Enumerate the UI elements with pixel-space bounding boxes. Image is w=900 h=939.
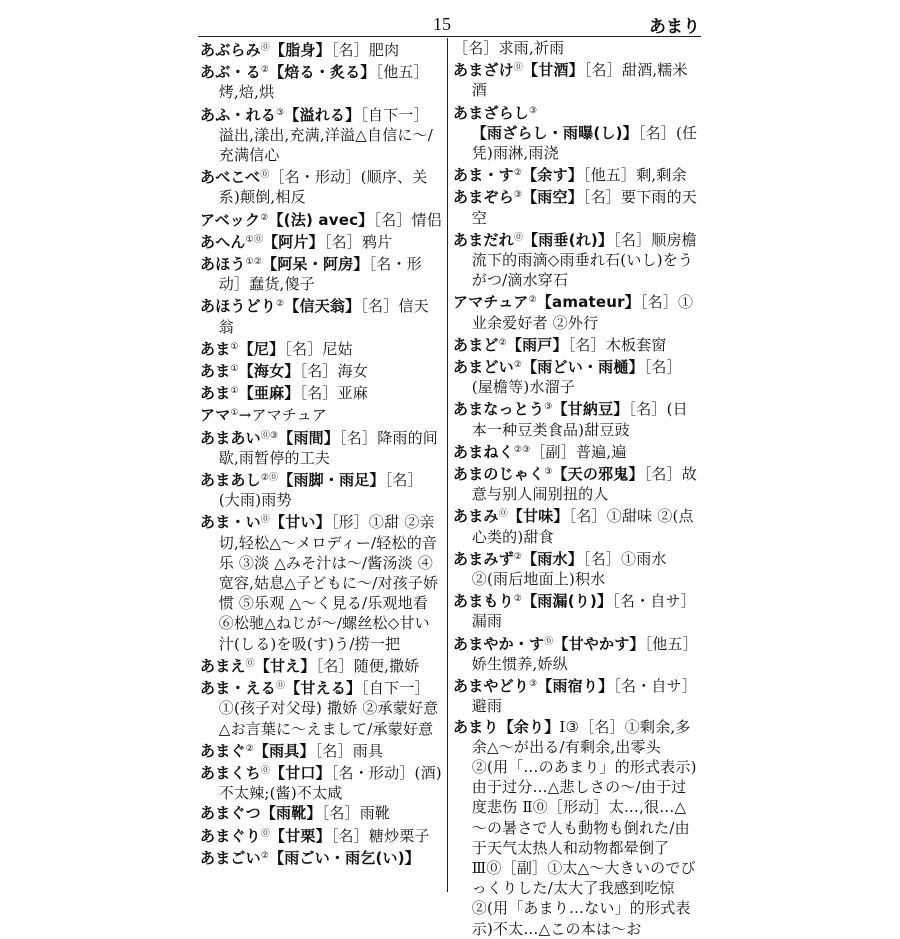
accent-mark: ③: [529, 679, 538, 690]
dictionary-entry: [453, 333, 700, 355]
dictionary-entry: [200, 208, 442, 230]
accent-mark: ①②: [245, 257, 263, 268]
definition: ［副］普遍,遍: [530, 442, 627, 461]
kanji-form: 【尼】: [238, 339, 285, 358]
headword: あほうどり: [200, 297, 277, 316]
headword: あま: [200, 339, 231, 358]
accent-mark: ①: [230, 341, 239, 352]
kanji-form: 【雨間】: [278, 428, 340, 447]
dictionary-entry: [200, 60, 442, 102]
dictionary-entry: [453, 440, 700, 462]
kanji-form: 【雨どい・雨樋】: [522, 358, 644, 377]
headword: あぶ・る: [200, 63, 261, 82]
accent-mark: ③: [544, 467, 553, 478]
dictionary-entry: [200, 824, 442, 846]
accent-mark: ③: [544, 402, 553, 413]
right-column: [453, 38, 700, 938]
kanji-form: 【雨具】: [253, 741, 315, 760]
accent-mark: ⓪: [260, 765, 271, 776]
dictionary-entry: [200, 676, 442, 739]
definition: ［名］鸦片: [323, 232, 393, 251]
kanji-form: 【溢れる】: [284, 105, 361, 124]
accent-mark: ②③: [513, 444, 531, 455]
headword: あふ・れる: [200, 105, 277, 124]
accent-mark: ⓪: [260, 43, 271, 53]
headword: あまだれ: [453, 230, 514, 249]
dictionary-entry: [453, 290, 700, 332]
accent-mark: ⓪: [544, 636, 554, 647]
dictionary-entry: [453, 163, 700, 185]
accent-mark: ②: [513, 168, 523, 179]
definition: ［名］(任凭)雨淋,雨浇: [471, 123, 698, 163]
kanji-form: 【雨宿り】: [537, 677, 614, 696]
dictionary-entry: [200, 510, 442, 653]
kanji-form: 【雨垂(れ)】: [523, 230, 614, 249]
definition: ［名］尼姑: [284, 339, 353, 358]
accent-mark: ②: [260, 65, 270, 76]
headword: あまど: [453, 335, 499, 354]
headword: あまみ: [453, 507, 499, 526]
dictionary-entry: [200, 846, 442, 868]
definition: ［自下一］①(孩子对父母) 撒娇 ②承蒙好意△お言葉に～えまして/承蒙好意: [218, 679, 439, 738]
headword: あまざらし: [453, 103, 530, 122]
kanji-form: 【甘酒】: [523, 61, 584, 80]
accent-mark: ②: [276, 299, 285, 310]
accent-mark: ⓪: [260, 515, 271, 526]
definition: ［名］信天翁: [218, 297, 429, 336]
kanji-form: 【脂身】: [270, 41, 331, 59]
accent-mark: ①: [230, 386, 239, 397]
definition: ［名・形动］(顺序、关系)颠倒,相反: [218, 168, 428, 207]
definition: ［名］甜酒,糯米酒: [471, 61, 688, 100]
definition: ［名］①雨水 ②(雨后地面上)积水: [471, 549, 667, 589]
definition: ［名］雨靴: [321, 804, 391, 823]
headword: あまぐり: [200, 826, 261, 845]
kanji-form: 【甘い】: [270, 513, 331, 532]
headword: あまぞら: [453, 188, 514, 207]
definition: ［名］情侣: [373, 210, 442, 229]
dictionary-entry: [453, 101, 700, 164]
accent-mark: ⓪: [245, 658, 255, 669]
definition: ［名］顺房檐流下的雨滴◇雨垂れ石(いし)をうがつ/滴水穿石: [471, 230, 697, 290]
dictionary-entry: [200, 103, 442, 166]
page-number: 15: [433, 14, 451, 34]
headword: あまり: [453, 717, 499, 736]
header-rule: [198, 36, 701, 37]
accent-mark: ②: [513, 360, 523, 371]
kanji-form: 【amateur】: [536, 293, 640, 312]
kanji-form: 【余す】: [522, 166, 583, 185]
kanji-form: 【(法) avec】: [268, 210, 374, 229]
definition: ［他五］烤,焙,烘: [218, 63, 429, 102]
dictionary-entry: [200, 230, 442, 252]
kanji-form: 【雨ごい・雨乞(い)】: [269, 848, 421, 867]
headword: あまくち: [200, 763, 261, 782]
definition: ［名］木板套窗: [567, 335, 667, 354]
accent-mark: ②: [498, 337, 507, 348]
continuation-text: ［名］求雨,祈雨: [453, 39, 565, 57]
definition: ［名・形动］(酒)不太辣;(酱)不太咸: [218, 763, 442, 803]
headword: あまえ: [200, 656, 246, 675]
kanji-form: 【雨ざらし・雨曝(し)】: [471, 123, 638, 142]
headword: あべこべ: [200, 168, 261, 187]
headword: あまやか・す: [453, 634, 545, 653]
accent-mark: ①: [230, 408, 239, 419]
column-divider: [447, 38, 448, 892]
dictionary-entry: [200, 294, 442, 336]
accent-mark: ③: [529, 105, 538, 116]
headword: あほう: [200, 255, 246, 274]
definition: ［名］(屋檐等)水溜子: [471, 358, 682, 397]
kanji-form: 【天の邪鬼】: [552, 465, 644, 484]
headword: あま・える: [200, 679, 277, 698]
dictionary-entry: [453, 355, 700, 397]
headword: あまあし: [200, 471, 261, 490]
dictionary-entry: [200, 359, 442, 381]
definition: ［名］雨具: [314, 741, 384, 760]
definition: ［名］亚麻: [299, 384, 369, 403]
kanji-form: 【雨水】: [522, 549, 583, 568]
dictionary-entry: [200, 337, 442, 359]
dictionary-entry: [200, 426, 442, 468]
dictionary-entry: [200, 468, 442, 510]
headword: あまぐつ: [200, 804, 261, 823]
definition: ［名・自サ］避雨: [471, 677, 698, 716]
headword: あま: [200, 384, 231, 403]
headword: あま: [200, 362, 231, 381]
definition: ［名］随便,撒娇: [315, 656, 420, 675]
headword: あまあい: [200, 428, 261, 447]
accent-mark: ①: [230, 364, 239, 375]
kanji-form: 【甘やかす】: [553, 634, 645, 653]
kanji-form: 【雨空】: [522, 188, 583, 207]
headword: あま・い: [200, 513, 261, 532]
definition: ［名］要下雨的天空: [471, 188, 698, 227]
accent-mark: ②: [260, 850, 270, 861]
headword: あまざけ: [453, 61, 514, 80]
left-column: [200, 38, 442, 894]
kanji-form: 【雨戸】: [506, 335, 568, 354]
definition: ［名］降雨的间歇,雨暂停的工夫: [218, 428, 438, 467]
definition: ［名・形动］蠢货,傻子: [218, 255, 422, 294]
accent-mark: ②: [513, 594, 523, 605]
dictionary-entry: [453, 397, 700, 439]
accent-mark: ②: [513, 551, 523, 562]
headword: あぶらみ: [200, 41, 261, 59]
dictionary-entry: [453, 547, 700, 589]
kanji-form: 【海女】: [238, 362, 300, 381]
accent-mark: ⓪: [276, 681, 286, 692]
accent-mark: ⓪: [260, 170, 270, 181]
accent-mark: ①⓪: [245, 234, 264, 245]
accent-mark: ⓪: [498, 509, 508, 520]
definition: ［他五］剩,剩余: [582, 166, 687, 185]
kanji-form: 【甘口】: [270, 763, 331, 782]
definition: ［名］故意与别人闹别扭的人: [471, 465, 697, 504]
dictionary-entry: [453, 462, 700, 504]
kanji-form: 【亜麻】: [238, 384, 300, 403]
kanji-form: 【甘納豆】: [552, 400, 629, 419]
dictionary-entry: [200, 739, 442, 761]
dictionary-entry: [453, 228, 700, 291]
dictionary-entry: [200, 803, 442, 823]
headword: あまみず: [453, 549, 514, 568]
accent-mark: ③: [276, 107, 285, 118]
dictionary-entry: [200, 381, 442, 403]
accent-mark: ③: [513, 190, 523, 201]
kanji-form: 【阿片】: [263, 232, 324, 251]
kanji-form: 【信天翁】: [284, 297, 361, 316]
definition: ［形］①甜 ②亲切,轻松△～メロディー/轻松的音乐 ③淡 △みそ汁は～/酱汤淡 ④宽容,姑息△子どもに～/对孩子娇惯 ⑤乐观 △～く見る/乐观地看 ⑥松驰△ねじが～/螺丝松◇甘い汁(しる)を吸(す)う/捞一把: [218, 513, 439, 653]
accent-mark: ②: [245, 743, 254, 754]
headword: あまもり: [453, 592, 514, 611]
dictionary-entry: [200, 761, 442, 803]
dictionary-entry: [453, 58, 700, 100]
dictionary-entry: [453, 185, 700, 227]
dictionary-entry: [453, 504, 700, 546]
accent-mark: ⓪: [260, 828, 271, 839]
definition: ［名・自サ］漏雨: [471, 592, 696, 631]
accent-mark: ②: [260, 212, 269, 223]
headword: アマ: [200, 406, 231, 425]
headword: あまごい: [200, 848, 261, 867]
kanji-form: 【焙る・炙る】: [269, 63, 376, 82]
kanji-form: 【甘え】: [254, 656, 316, 675]
accent-mark: ⓪③: [260, 430, 279, 441]
definition: ［名］肥肉: [330, 41, 400, 59]
definition: ［名］糖炒栗子: [330, 826, 430, 845]
kanji-form: 【雨靴】: [260, 804, 322, 823]
definition: ［他五］娇生惯养,娇纵: [471, 634, 698, 673]
accent-mark: ②⓪: [260, 473, 279, 484]
headword: あへん: [200, 232, 246, 251]
kanji-form: 【雨漏(り)】: [522, 592, 613, 611]
headword: あまぐ: [200, 741, 246, 760]
definition: ［名］①业余爱好者 ②外行: [471, 293, 694, 332]
definition: ［名］①甜味 ②(点心类的)甜食: [471, 507, 694, 546]
dictionary-entry: [200, 38, 442, 60]
headword: あまねく: [453, 442, 514, 461]
dictionary-entry: [200, 654, 442, 676]
headword: アベック: [200, 210, 261, 229]
headword: あまどい: [453, 358, 514, 377]
dictionary-entry: [200, 252, 442, 294]
dictionary-entry: [453, 589, 700, 631]
definition: Ⅰ③［名］①剩余,多余△～が出る/有剩余,出零头 ②(用「…のあまり」的形式表示)由于过分…△悲しさの～/由于过度悲伤 Ⅱ⓪［形动］太…,很…△～の暑さで人も動物も倒れた/由于天气太热人和动物都晕倒了 Ⅲ⓪［副］①太△～大きいのでびっくりした/太大了我感到吃惊 ②(用「あまり…ない」的形式表示)不太…△この本は～お: [471, 717, 697, 938]
page-header: [200, 12, 700, 38]
kanji-form: 【余り】: [498, 717, 560, 736]
dictionary-entry: [200, 403, 442, 425]
headword: アマチュア: [453, 293, 529, 312]
kanji-form: 【甘味】: [507, 507, 569, 526]
dictionary-entry: [200, 165, 442, 207]
definition: ［名］海女: [299, 362, 369, 381]
kanji-form: 【甘栗】: [270, 826, 331, 845]
accent-mark: ②: [528, 295, 537, 306]
kanji-form: 【雨脚・雨足】: [278, 471, 385, 490]
definition: ［自下一］溢出,漾出,充满,洋溢△自信に～/充满信心: [218, 105, 434, 165]
definition: →アマチュア: [238, 406, 328, 425]
headword: あまのじゃく: [453, 465, 545, 484]
kanji-form: 【阿呆・阿房】: [262, 255, 369, 274]
dictionary-entry: [453, 717, 700, 939]
headword: あま・す: [453, 166, 514, 185]
dictionary-entry: [453, 674, 700, 716]
accent-mark: ⓪: [513, 232, 524, 243]
definition: ［名］(日本一种豆类食品)甜豆豉: [471, 400, 688, 439]
definition: ［名］(大雨)雨势: [218, 471, 423, 510]
kanji-form: 【甘える】: [285, 679, 362, 698]
accent-mark: ⓪: [513, 63, 524, 74]
running-head: あまり: [649, 17, 700, 37]
headword: あまやどり: [453, 677, 530, 696]
dictionary-entry: [453, 632, 700, 674]
headword: あまなっとう: [453, 400, 545, 419]
